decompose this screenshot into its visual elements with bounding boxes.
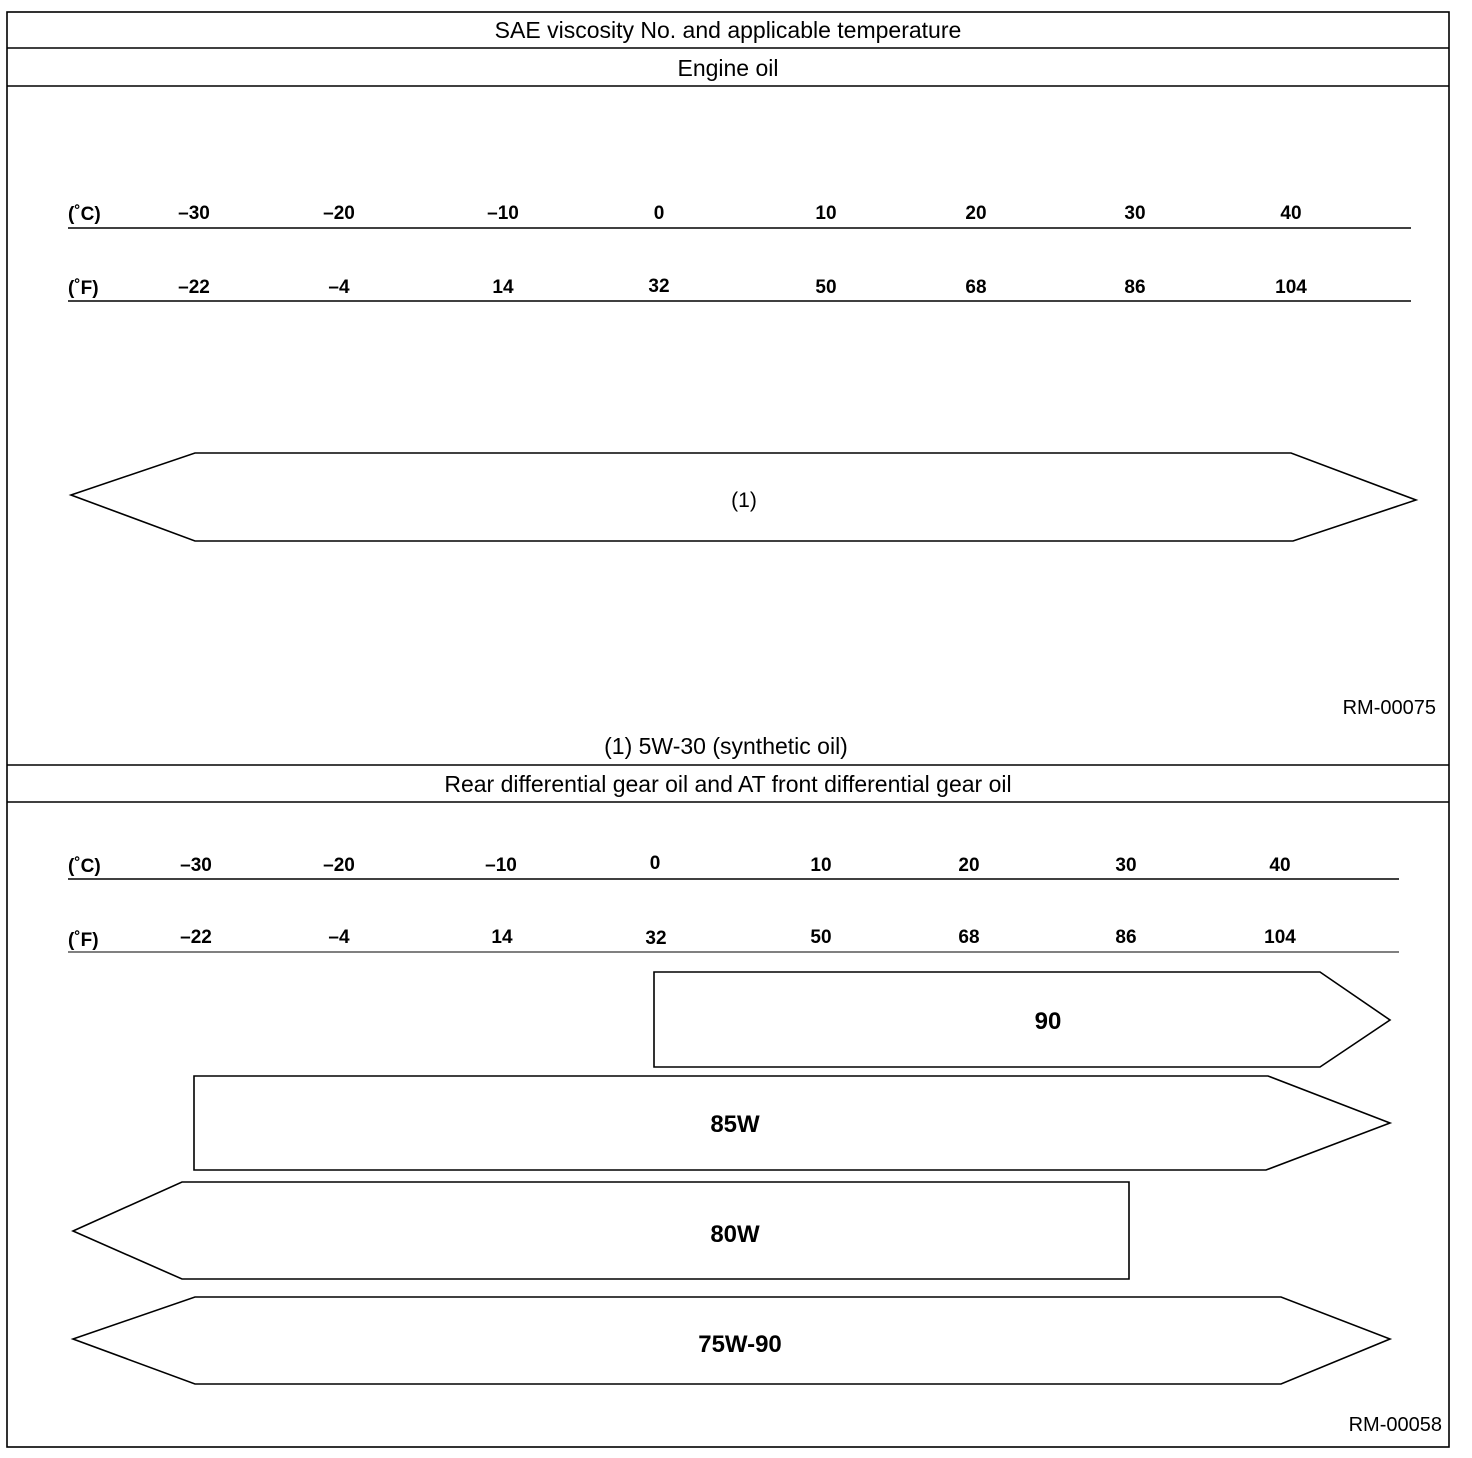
gear-fahrenheit-tick: 104 bbox=[1264, 927, 1296, 948]
engine-celsius-tick: –10 bbox=[487, 203, 519, 224]
engine-heading: Engine oil bbox=[677, 55, 779, 81]
gear-heading: Rear differential gear oil and AT front differential gear oil bbox=[444, 771, 1012, 797]
gear-band-80w bbox=[73, 1182, 1129, 1279]
page-title: SAE viscosity No. and applicable temperature bbox=[494, 17, 962, 43]
engine-caption: (1) 5W-30 (synthetic oil) bbox=[604, 733, 848, 759]
engine-fahrenheit-unit: (˚F) bbox=[68, 278, 99, 299]
engine-celsius-tick: 40 bbox=[1280, 203, 1302, 224]
engine-celsius-tick: 20 bbox=[965, 203, 987, 224]
engine-fahrenheit-tick: 50 bbox=[815, 277, 837, 298]
gear-celsius-tick: 40 bbox=[1269, 855, 1291, 876]
engine-celsius-tick: –30 bbox=[178, 203, 210, 224]
engine-figure-ref: RM-00075 bbox=[1342, 697, 1436, 719]
gear-band-90 bbox=[654, 972, 1390, 1067]
gear-fahrenheit-tick: 32 bbox=[645, 928, 667, 949]
gear-celsius-unit: (˚C) bbox=[68, 856, 101, 877]
engine-fahrenheit-tick: 68 bbox=[965, 277, 987, 298]
engine-fahrenheit-tick: 86 bbox=[1124, 277, 1146, 298]
engine-fahrenheit-tick: 32 bbox=[648, 276, 670, 297]
engine-fahrenheit-tick: –4 bbox=[328, 277, 350, 298]
engine-celsius-tick: –20 bbox=[323, 203, 355, 224]
gear-celsius-tick: 20 bbox=[958, 855, 980, 876]
gear-fahrenheit-tick: –4 bbox=[328, 927, 350, 948]
gear-band-85w bbox=[194, 1076, 1390, 1170]
gear-band-label: 80W bbox=[710, 1221, 760, 1248]
gear-celsius-tick: –20 bbox=[323, 855, 355, 876]
gear-fahrenheit-tick: 68 bbox=[958, 927, 980, 948]
gear-band-label: 85W bbox=[710, 1111, 760, 1138]
engine-fahrenheit-tick: 104 bbox=[1275, 277, 1307, 298]
engine-celsius-tick: 30 bbox=[1124, 203, 1146, 224]
engine-band-label: (1) bbox=[731, 489, 757, 512]
gear-band-label: 75W-90 bbox=[698, 1331, 782, 1358]
gear-celsius-tick: –10 bbox=[485, 855, 517, 876]
gear-celsius-tick: –30 bbox=[180, 855, 212, 876]
gear-figure-ref: RM-00058 bbox=[1348, 1414, 1442, 1436]
engine-celsius-tick: 10 bbox=[815, 203, 837, 224]
engine-celsius-unit: (˚C) bbox=[68, 204, 101, 225]
gear-fahrenheit-tick: 86 bbox=[1115, 927, 1137, 948]
gear-celsius-tick: 0 bbox=[649, 853, 661, 874]
gear-celsius-tick: 30 bbox=[1115, 855, 1137, 876]
gear-band-label: 90 bbox=[1034, 1008, 1062, 1035]
engine-fahrenheit-tick: –22 bbox=[178, 277, 210, 298]
engine-fahrenheit-tick: 14 bbox=[492, 277, 514, 298]
gear-fahrenheit-tick: 14 bbox=[491, 927, 513, 948]
engine-celsius-tick: 0 bbox=[653, 203, 665, 224]
gear-fahrenheit-unit: (˚F) bbox=[68, 930, 99, 951]
gear-fahrenheit-tick: –22 bbox=[180, 927, 212, 948]
gear-celsius-tick: 10 bbox=[810, 855, 832, 876]
gear-fahrenheit-tick: 50 bbox=[810, 927, 832, 948]
